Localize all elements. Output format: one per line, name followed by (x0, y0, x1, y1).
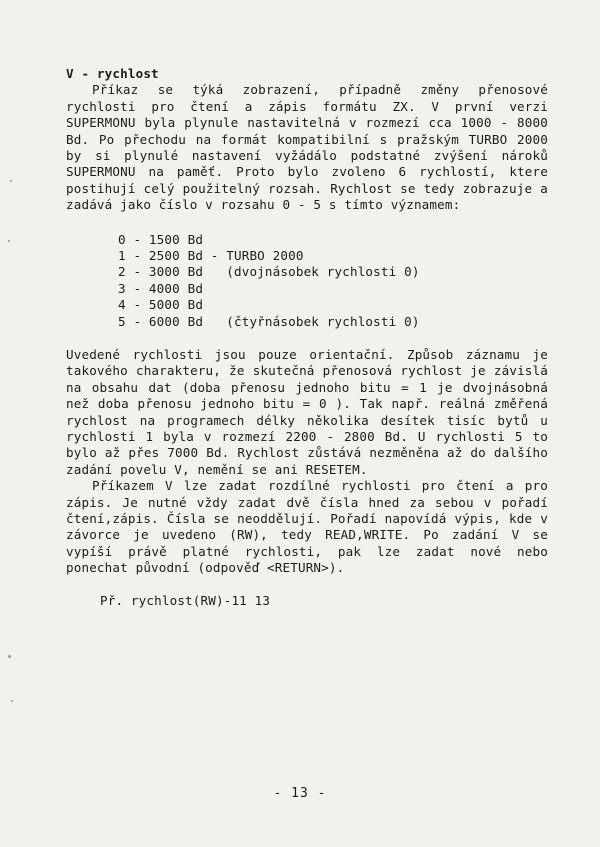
scan-speck (8, 240, 10, 242)
scan-speck (10, 180, 12, 182)
paragraph-rw: Příkazem V lze zadat rozdílné rychlosti pro čtení a pro zápis. Je nutné vždy zadat dvě čísla hned za sebou v pořadí čtení,zápis. Čísla se neoddělují. Pořadí napovídá výpis, kde v závorce je uvedeno (RW), tedy READ,WRITE. Po zadání V se vypíší právě platné rychlosti, pak lze zadat nové nebo ponechat původní (odpověď <RETURN>). (66, 478, 548, 576)
speed-item: 1 - 2500 Bd - TURBO 2000 (118, 248, 304, 264)
speed-item: 4 - 5000 Bd (118, 297, 204, 313)
speed-item: 5 - 6000 Bd (čtyřnásobek rychlosti 0) (118, 313, 420, 329)
scan-speck (8, 655, 11, 658)
page-number: - 13 - (273, 786, 327, 801)
example-line: Př. rychlost(RW)-11 13 (100, 592, 271, 608)
page-content (66, 66, 548, 609)
section-heading: V - rychlost (66, 66, 159, 81)
speed-list (118, 232, 548, 330)
paragraph-intro: Příkaz se týká zobrazení, případně změny přenosové rychlosti pro čtení a zápis formátu ZX. V první verzi SUPERMONU byla plynule nastavitelná v rozmezí cca 1000 - 8000 Bd. Po přechodu na formát kompatibilní s pražským TURBO 2000 by si plynulé nastavení vyžádálo podstatné zvýšení nároků SUPERMONU na paměť. Proto bylo zvoleno 6 rychlostí, ktere postihují celý použitelný rozsah. Rychlost se tedy zobrazuje a zadává jako číslo v rozsahu 0 - 5 s tímto významem: (66, 82, 548, 213)
scan-speck (11, 700, 13, 702)
paragraph-orientation: Uvedené rychlosti jsou pouze orientační. Způsob záznamu je takového charakteru, že skutečná přenosová rychlost je závislá na obsahu dat (doba přenosu jednoho bitu = 1 je dvojnásobná než doba přenosu jednoho bitu = 0 ). Tak např. reálná změřená rychlost na programech délky několika desítek tisíc bytů u rychlosti 1 byla v rozmezí 2200 - 2800 Bd. U rychlosti 5 to bylo až přes 7000 Bd. Rychlost zůstává nezměněna až do dalšího zadání povelu V, nemění se ani RESETEM. (66, 347, 548, 477)
speed-item: 2 - 3000 Bd (dvojnásobek rychlosti 0) (118, 264, 420, 280)
speed-item: 3 - 4000 Bd (118, 280, 204, 296)
speed-item: 0 - 1500 Bd (118, 231, 204, 247)
